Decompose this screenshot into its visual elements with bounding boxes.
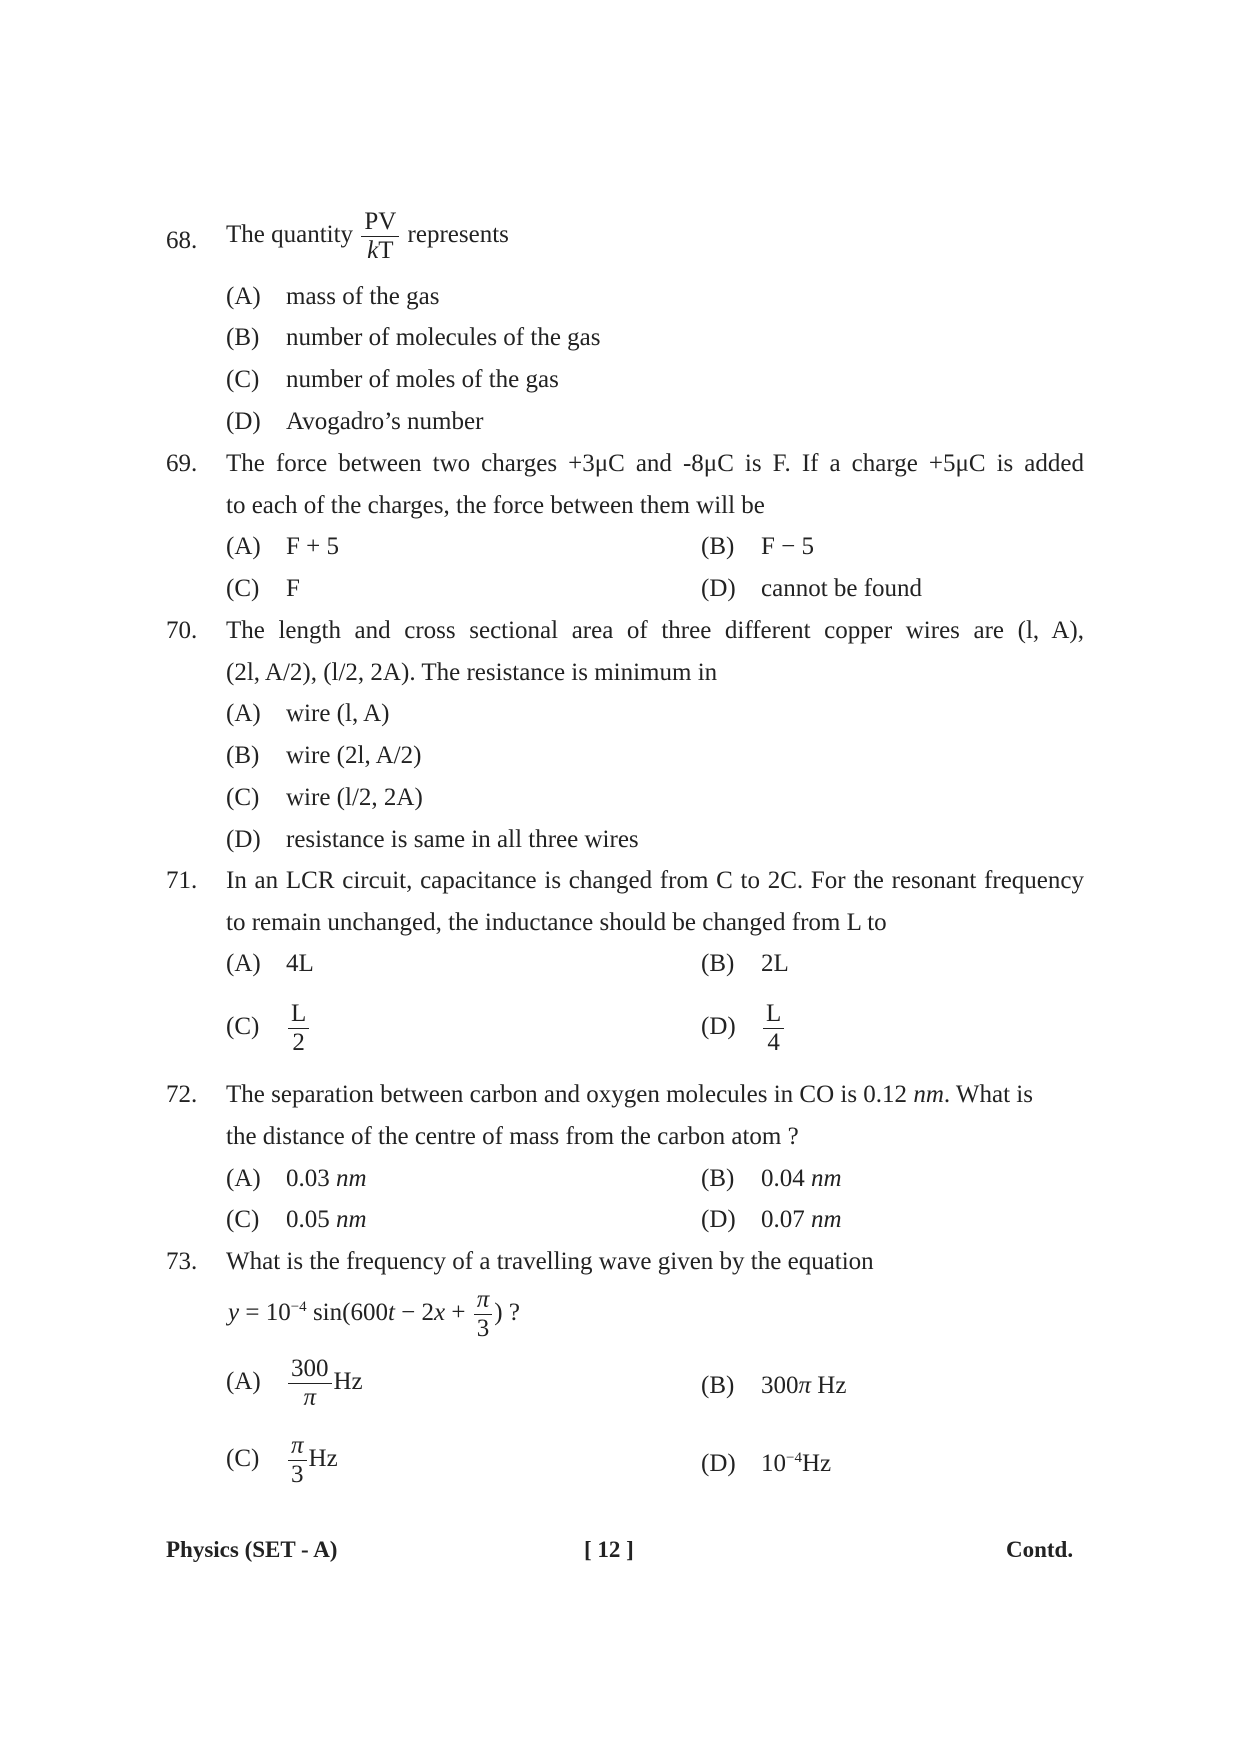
l-over-4-fraction: $\frac{L}{4}$ [763,1000,784,1057]
q72-option-c[interactable]: (C) 0.05 nm [226,1206,367,1233]
question-71-line-2: to remain unchanged, the inductance should be changed from L to [226,909,887,936]
q71-option-a[interactable]: (A) 4L [226,950,314,977]
question-68-number: 68. [166,227,198,254]
q72-option-a[interactable]: (A) 0.03 nm [226,1165,367,1192]
question-72-number: 72. [166,1081,198,1108]
q70-option-c[interactable]: (C) wire (l/2, 2A) [226,784,423,811]
q70-option-d[interactable]: (D) resistance is same in all three wires [226,826,639,853]
wave-equation: $y = 10^{-4}$ sin(600t − 2x + $\frac{\pi}{3}$ ) ? [228,1286,520,1342]
q72-option-d[interactable]: (D) 0.07 nm [701,1206,842,1233]
question-69-line-2: to each of the charges, the force between them will be [226,492,765,519]
q69-option-c[interactable]: (C) F [226,575,300,602]
q73-option-a[interactable]: (A) $\frac{300}{\pi}$ Hz [226,1355,363,1411]
question-70-line-1: The length and cross sectional area of three different copper wires are (l, A), [226,617,1084,644]
question-70-line-2: (2l, A/2), (l/2, 2A). The resistance is minimum in [226,659,718,686]
q69-option-b[interactable]: (B) F − 5 [701,533,815,560]
question-71-line-1: In an LCR circuit, capacitance is changed from C to 2C. For the resonant frequency [226,867,1084,894]
pi-over-3-fraction: $\frac{\pi}{3}$ [474,1286,493,1343]
q68-option-c[interactable]: (C) number of moles of the gas [226,366,559,393]
question-69-number: 69. [166,450,198,477]
q71-option-b[interactable]: (B) 2L [701,950,789,977]
l-over-2-fraction: $\frac{L}{2}$ [288,1000,309,1057]
q69-option-a[interactable]: (A) F + 5 [226,533,340,560]
question-73-number: 73. [166,1248,198,1275]
q68-option-a[interactable]: (A) mass of the gas [226,283,440,310]
question-73-line-1: What is the frequency of a travelling wave given by the equation [226,1248,874,1275]
q72-option-b[interactable]: (B) 0.04 nm [701,1165,842,1192]
question-69-line-1: The force between two charges +3μC and -8μC is F. If a charge +5μC is added [226,450,1084,477]
footer-page-number: [ 12 ] [584,1537,634,1562]
question-70-number: 70. [166,617,198,644]
q73-option-d[interactable]: (D) $10^{-4}Hz$ [701,1450,832,1477]
300-over-pi-fraction: $\frac{300}{\pi}$ [288,1355,332,1412]
footer-subject: Physics (SET - A) [166,1537,338,1562]
footer-continued: Contd. [1006,1537,1074,1562]
q68-option-d[interactable]: (D) Avogadro’s number [226,408,484,435]
q70-option-b[interactable]: (B) wire (2l, A/2) [226,742,422,769]
question-71-number: 71. [166,867,198,894]
q68-option-b[interactable]: (B) number of molecules of the gas [226,324,601,351]
q71-option-d[interactable]: (D) $\frac{L}{4}$ [701,1000,786,1057]
q70-option-a[interactable]: (A) wire (l, A) [226,700,390,727]
question-72-line-1: The separation between carbon and oxygen molecules in CO is 0.12 nm. What is [226,1081,1033,1108]
pi-over-3-option-fraction: $\frac{\pi}{3}$ [288,1432,307,1489]
pv-over-kt-fraction: $\frac{PV}{kT}$ [361,208,399,265]
question-68-stem: The quantity $\frac{PV}{kT}$ represents [226,208,509,264]
q73-option-b[interactable]: (B) 300π Hz [701,1372,847,1399]
q73-option-c[interactable]: (C) $\frac{\pi}{3}$ Hz [226,1432,338,1488]
question-72-line-2: the distance of the centre of mass from the carbon atom ? [226,1123,799,1150]
q71-option-c[interactable]: (C) $\frac{L}{2}$ [226,1000,311,1057]
q69-option-d[interactable]: (D) cannot be found [701,575,923,602]
